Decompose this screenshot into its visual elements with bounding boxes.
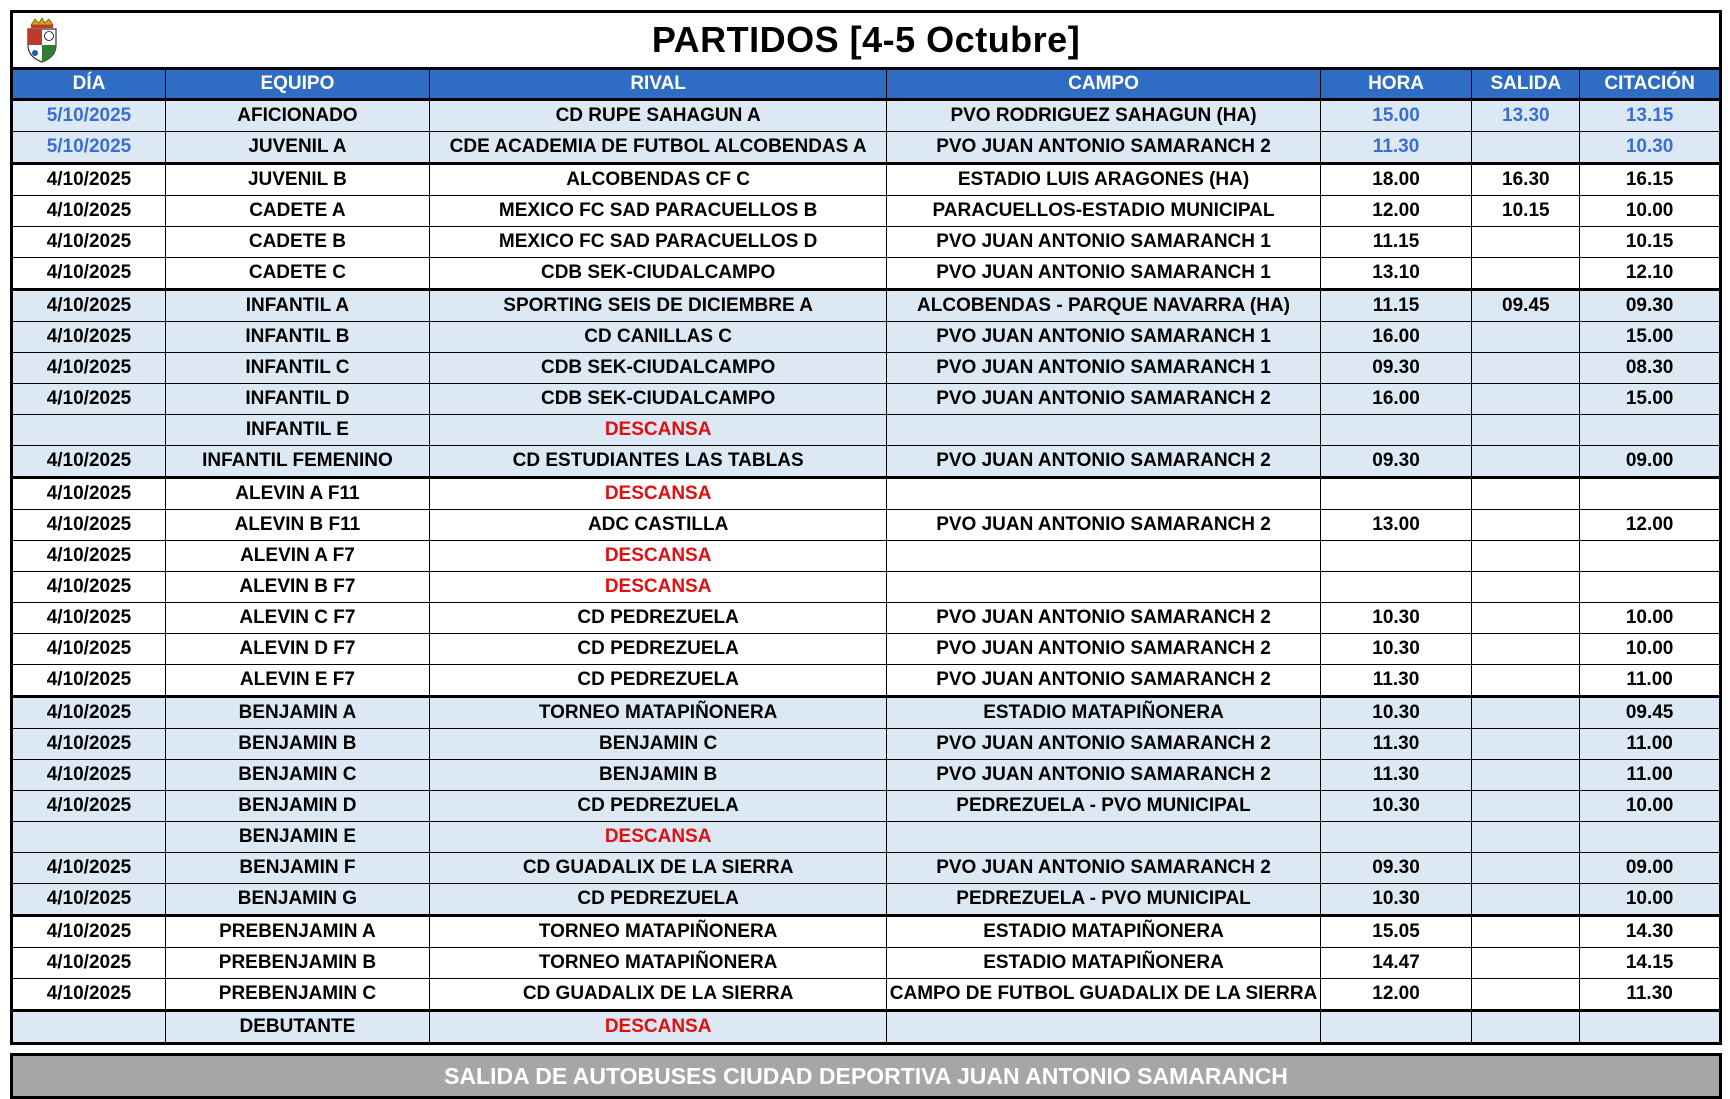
cell-dia: 4/10/2025 xyxy=(12,853,166,884)
table-row xyxy=(12,100,1721,132)
cell-salida xyxy=(1472,760,1580,791)
cell-dia xyxy=(12,822,166,853)
cell-salida: 16.30 xyxy=(1472,164,1580,196)
table-row xyxy=(12,164,1721,196)
table-row xyxy=(12,822,1721,853)
col-header-campo: CAMPO xyxy=(887,69,1320,100)
cell-hora: 10.30 xyxy=(1320,634,1472,665)
cell-rival: DESCANSA xyxy=(429,415,886,446)
table-row xyxy=(12,258,1721,290)
table-row xyxy=(12,572,1721,603)
cell-rival: BENJAMIN C xyxy=(429,729,886,760)
cell-dia: 4/10/2025 xyxy=(12,603,166,634)
cell-citacion xyxy=(1580,478,1721,510)
cell-salida xyxy=(1472,572,1580,603)
cell-campo: PVO JUAN ANTONIO SAMARANCH 2 xyxy=(887,603,1320,634)
cell-citacion: 10.00 xyxy=(1580,634,1721,665)
cell-campo xyxy=(887,415,1320,446)
cell-hora: 15.05 xyxy=(1320,916,1472,948)
cell-equipo: BENJAMIN F xyxy=(165,853,429,884)
table-body xyxy=(12,100,1721,1044)
cell-equipo: PREBENJAMIN B xyxy=(165,948,429,979)
cell-hora xyxy=(1320,478,1472,510)
cell-rival: CD CANILLAS C xyxy=(429,322,886,353)
page-title: PARTIDOS [4-5 Octubre] xyxy=(651,19,1081,60)
cell-hora: 11.30 xyxy=(1320,729,1472,760)
cell-rival: CD GUADALIX DE LA SIERRA xyxy=(429,979,886,1011)
cell-rival: CD PEDREZUELA xyxy=(429,665,886,697)
cell-campo: PVO JUAN ANTONIO SAMARANCH 2 xyxy=(887,132,1320,164)
cell-citacion: 09.00 xyxy=(1580,853,1721,884)
table-row xyxy=(12,603,1721,634)
cell-campo: PVO JUAN ANTONIO SAMARANCH 1 xyxy=(887,227,1320,258)
cell-equipo: INFANTIL A xyxy=(165,290,429,322)
col-header-salida: SALIDA xyxy=(1472,69,1580,100)
table-row xyxy=(12,415,1721,446)
cell-citacion xyxy=(1580,822,1721,853)
table-row xyxy=(12,791,1721,822)
table-row xyxy=(12,1011,1721,1044)
cell-hora: 10.30 xyxy=(1320,791,1472,822)
cell-hora xyxy=(1320,1011,1472,1044)
table-row xyxy=(12,853,1721,884)
cell-dia: 4/10/2025 xyxy=(12,446,166,478)
cell-citacion: 16.15 xyxy=(1580,164,1721,196)
table-row xyxy=(12,729,1721,760)
cell-salida xyxy=(1472,853,1580,884)
cell-citacion: 09.45 xyxy=(1580,697,1721,729)
cell-equipo: BENJAMIN E xyxy=(165,822,429,853)
cell-dia: 4/10/2025 xyxy=(12,478,166,510)
cell-equipo: ALEVIN A F11 xyxy=(165,478,429,510)
cell-salida xyxy=(1472,979,1580,1011)
cell-salida xyxy=(1472,478,1580,510)
cell-equipo: ALEVIN A F7 xyxy=(165,541,429,572)
cell-citacion xyxy=(1580,541,1721,572)
cell-equipo: PREBENJAMIN C xyxy=(165,979,429,1011)
cell-hora: 13.00 xyxy=(1320,510,1472,541)
cell-hora xyxy=(1320,541,1472,572)
cell-citacion: 09.30 xyxy=(1580,290,1721,322)
cell-hora xyxy=(1320,572,1472,603)
cell-dia: 5/10/2025 xyxy=(12,132,166,164)
title-bar xyxy=(10,10,1722,67)
cell-citacion: 10.00 xyxy=(1580,791,1721,822)
cell-hora: 11.15 xyxy=(1320,227,1472,258)
cell-citacion: 13.15 xyxy=(1580,100,1721,132)
cell-salida xyxy=(1472,384,1580,415)
table-row xyxy=(12,290,1721,322)
cell-dia: 4/10/2025 xyxy=(12,572,166,603)
cell-equipo: INFANTIL FEMENINO xyxy=(165,446,429,478)
cell-rival: TORNEO MATAPIÑONERA xyxy=(429,697,886,729)
cell-salida xyxy=(1472,1011,1580,1044)
cell-rival: DESCANSA xyxy=(429,572,886,603)
cell-salida xyxy=(1472,258,1580,290)
cell-salida: 13.30 xyxy=(1472,100,1580,132)
cell-equipo: BENJAMIN D xyxy=(165,791,429,822)
table-row xyxy=(12,478,1721,510)
footer-text: SALIDA DE AUTOBUSES CIUDAD DEPORTIVA JUAN ANTONIO SAMARANCH xyxy=(444,1062,1288,1089)
cell-citacion: 11.00 xyxy=(1580,665,1721,697)
table-row xyxy=(12,384,1721,415)
cell-dia: 4/10/2025 xyxy=(12,634,166,665)
cell-hora: 14.47 xyxy=(1320,948,1472,979)
table-row xyxy=(12,697,1721,729)
cell-campo: PVO JUAN ANTONIO SAMARANCH 2 xyxy=(887,760,1320,791)
table-row xyxy=(12,446,1721,478)
cell-campo: PEDREZUELA - PVO MUNICIPAL xyxy=(887,884,1320,916)
cell-hora: 13.10 xyxy=(1320,258,1472,290)
cell-salida xyxy=(1472,353,1580,384)
col-header-citacion: CITACIÓN xyxy=(1580,69,1721,100)
cell-citacion xyxy=(1580,415,1721,446)
schedule-sheet xyxy=(10,10,1722,1099)
cell-rival: CD PEDREZUELA xyxy=(429,884,886,916)
cell-citacion xyxy=(1580,572,1721,603)
cell-salida xyxy=(1472,446,1580,478)
table-row xyxy=(12,541,1721,572)
cell-dia: 4/10/2025 xyxy=(12,697,166,729)
cell-equipo: ALEVIN E F7 xyxy=(165,665,429,697)
cell-hora: 10.30 xyxy=(1320,884,1472,916)
col-header-equipo: EQUIPO xyxy=(165,69,429,100)
cell-rival: ALCOBENDAS CF C xyxy=(429,164,886,196)
cell-salida xyxy=(1472,510,1580,541)
cell-dia: 4/10/2025 xyxy=(12,290,166,322)
cell-rival: DESCANSA xyxy=(429,478,886,510)
cell-equipo: INFANTIL C xyxy=(165,353,429,384)
cell-campo: PVO JUAN ANTONIO SAMARANCH 2 xyxy=(887,665,1320,697)
cell-equipo: INFANTIL E xyxy=(165,415,429,446)
cell-citacion: 15.00 xyxy=(1580,322,1721,353)
table-row xyxy=(12,979,1721,1011)
cell-rival: CD GUADALIX DE LA SIERRA xyxy=(429,853,886,884)
cell-citacion: 10.00 xyxy=(1580,603,1721,634)
cell-rival: ADC CASTILLA xyxy=(429,510,886,541)
cell-salida xyxy=(1472,697,1580,729)
cell-citacion: 14.30 xyxy=(1580,916,1721,948)
cell-rival: DESCANSA xyxy=(429,541,886,572)
cell-dia: 4/10/2025 xyxy=(12,729,166,760)
cell-citacion: 10.15 xyxy=(1580,227,1721,258)
cell-campo: PVO JUAN ANTONIO SAMARANCH 1 xyxy=(887,322,1320,353)
cell-citacion: 10.00 xyxy=(1580,884,1721,916)
cell-campo: ESTADIO MATAPIÑONERA xyxy=(887,948,1320,979)
cell-rival: CDE ACADEMIA DE FUTBOL ALCOBENDAS A xyxy=(429,132,886,164)
table-row xyxy=(12,665,1721,697)
cell-salida xyxy=(1472,541,1580,572)
cell-equipo: DEBUTANTE xyxy=(165,1011,429,1044)
cell-dia: 4/10/2025 xyxy=(12,665,166,697)
cell-rival: CD ESTUDIANTES LAS TABLAS xyxy=(429,446,886,478)
cell-hora: 16.00 xyxy=(1320,384,1472,415)
cell-equipo: ALEVIN C F7 xyxy=(165,603,429,634)
cell-citacion xyxy=(1580,1011,1721,1044)
cell-dia: 4/10/2025 xyxy=(12,258,166,290)
cell-citacion: 11.00 xyxy=(1580,760,1721,791)
cell-hora: 16.00 xyxy=(1320,322,1472,353)
cell-hora: 09.30 xyxy=(1320,853,1472,884)
table-row xyxy=(12,353,1721,384)
cell-rival: CD RUPE SAHAGUN A xyxy=(429,100,886,132)
cell-campo: PEDREZUELA - PVO MUNICIPAL xyxy=(887,791,1320,822)
cell-rival: DESCANSA xyxy=(429,1011,886,1044)
cell-dia xyxy=(12,1011,166,1044)
cell-campo: ESTADIO MATAPIÑONERA xyxy=(887,697,1320,729)
cell-campo: PVO JUAN ANTONIO SAMARANCH 1 xyxy=(887,258,1320,290)
cell-citacion: 09.00 xyxy=(1580,446,1721,478)
col-header-dia: DÍA xyxy=(12,69,166,100)
cell-hora: 11.30 xyxy=(1320,665,1472,697)
cell-hora: 12.00 xyxy=(1320,196,1472,227)
cell-rival: CDB SEK-CIUDALCAMPO xyxy=(429,258,886,290)
cell-campo xyxy=(887,572,1320,603)
cell-rival: TORNEO MATAPIÑONERA xyxy=(429,916,886,948)
cell-rival: CD PEDREZUELA xyxy=(429,603,886,634)
cell-equipo: CADETE B xyxy=(165,227,429,258)
cell-rival: CDB SEK-CIUDALCAMPO xyxy=(429,384,886,415)
cell-dia: 4/10/2025 xyxy=(12,541,166,572)
cell-citacion: 11.00 xyxy=(1580,729,1721,760)
cell-equipo: BENJAMIN A xyxy=(165,697,429,729)
cell-hora: 09.30 xyxy=(1320,446,1472,478)
cell-hora: 12.00 xyxy=(1320,979,1472,1011)
cell-hora: 11.30 xyxy=(1320,760,1472,791)
cell-dia: 4/10/2025 xyxy=(12,196,166,227)
cell-campo: PVO JUAN ANTONIO SAMARANCH 2 xyxy=(887,384,1320,415)
cell-salida xyxy=(1472,822,1580,853)
cell-campo xyxy=(887,478,1320,510)
table-row xyxy=(12,227,1721,258)
table-row xyxy=(12,322,1721,353)
cell-hora: 15.00 xyxy=(1320,100,1472,132)
cell-equipo: AFICIONADO xyxy=(165,100,429,132)
col-header-hora: HORA xyxy=(1320,69,1472,100)
cell-salida xyxy=(1472,415,1580,446)
cell-salida: 10.15 xyxy=(1472,196,1580,227)
col-header-rival: RIVAL xyxy=(429,69,886,100)
cell-salida xyxy=(1472,634,1580,665)
cell-salida xyxy=(1472,603,1580,634)
cell-equipo: BENJAMIN G xyxy=(165,884,429,916)
cell-salida xyxy=(1472,665,1580,697)
club-crest-icon xyxy=(23,17,61,63)
cell-salida xyxy=(1472,791,1580,822)
table-row xyxy=(12,196,1721,227)
cell-salida xyxy=(1472,132,1580,164)
cell-campo: ESTADIO LUIS ARAGONES (HA) xyxy=(887,164,1320,196)
cell-salida: 09.45 xyxy=(1472,290,1580,322)
table-row xyxy=(12,884,1721,916)
header-row xyxy=(12,69,1721,100)
cell-rival: CD PEDREZUELA xyxy=(429,634,886,665)
cell-dia: 5/10/2025 xyxy=(12,100,166,132)
cell-hora: 09.30 xyxy=(1320,353,1472,384)
cell-hora: 10.30 xyxy=(1320,697,1472,729)
cell-salida xyxy=(1472,916,1580,948)
cell-citacion: 14.15 xyxy=(1580,948,1721,979)
cell-hora xyxy=(1320,822,1472,853)
cell-rival: DESCANSA xyxy=(429,822,886,853)
table-row xyxy=(12,948,1721,979)
cell-equipo: BENJAMIN B xyxy=(165,729,429,760)
cell-rival: CDB SEK-CIUDALCAMPO xyxy=(429,353,886,384)
table-row xyxy=(12,132,1721,164)
cell-citacion: 10.00 xyxy=(1580,196,1721,227)
cell-equipo: ALEVIN B F11 xyxy=(165,510,429,541)
cell-dia: 4/10/2025 xyxy=(12,510,166,541)
cell-campo: CAMPO DE FUTBOL GUADALIX DE LA SIERRA xyxy=(887,979,1320,1011)
cell-dia: 4/10/2025 xyxy=(12,322,166,353)
cell-dia: 4/10/2025 xyxy=(12,760,166,791)
cell-equipo: BENJAMIN C xyxy=(165,760,429,791)
cell-dia xyxy=(12,415,166,446)
cell-campo: PVO JUAN ANTONIO SAMARANCH 1 xyxy=(887,353,1320,384)
cell-equipo: JUVENIL B xyxy=(165,164,429,196)
cell-dia: 4/10/2025 xyxy=(12,227,166,258)
cell-citacion: 08.30 xyxy=(1580,353,1721,384)
cell-rival: TORNEO MATAPIÑONERA xyxy=(429,948,886,979)
cell-campo: PARACUELLOS-ESTADIO MUNICIPAL xyxy=(887,196,1320,227)
cell-equipo: CADETE A xyxy=(165,196,429,227)
cell-hora: 18.00 xyxy=(1320,164,1472,196)
cell-equipo: PREBENJAMIN A xyxy=(165,916,429,948)
cell-campo: PVO JUAN ANTONIO SAMARANCH 2 xyxy=(887,446,1320,478)
cell-citacion: 15.00 xyxy=(1580,384,1721,415)
cell-campo: PVO JUAN ANTONIO SAMARANCH 2 xyxy=(887,853,1320,884)
cell-rival: SPORTING SEIS DE DICIEMBRE A xyxy=(429,290,886,322)
cell-rival: CD PEDREZUELA xyxy=(429,791,886,822)
cell-campo: PVO JUAN ANTONIO SAMARANCH 2 xyxy=(887,510,1320,541)
cell-dia: 4/10/2025 xyxy=(12,353,166,384)
cell-dia: 4/10/2025 xyxy=(12,384,166,415)
cell-equipo: JUVENIL A xyxy=(165,132,429,164)
cell-equipo: CADETE C xyxy=(165,258,429,290)
cell-campo: PVO RODRIGUEZ SAHAGUN (HA) xyxy=(887,100,1320,132)
cell-dia: 4/10/2025 xyxy=(12,164,166,196)
table-row xyxy=(12,634,1721,665)
cell-citacion: 11.30 xyxy=(1580,979,1721,1011)
cell-hora xyxy=(1320,415,1472,446)
cell-campo: ALCOBENDAS - PARQUE NAVARRA (HA) xyxy=(887,290,1320,322)
cell-campo: PVO JUAN ANTONIO SAMARANCH 2 xyxy=(887,729,1320,760)
table-row xyxy=(12,916,1721,948)
cell-dia: 4/10/2025 xyxy=(12,916,166,948)
matches-table xyxy=(10,67,1722,1045)
cell-dia: 4/10/2025 xyxy=(12,884,166,916)
cell-salida xyxy=(1472,884,1580,916)
table-row xyxy=(12,760,1721,791)
cell-dia: 4/10/2025 xyxy=(12,948,166,979)
cell-dia: 4/10/2025 xyxy=(12,791,166,822)
cell-campo: ESTADIO MATAPIÑONERA xyxy=(887,916,1320,948)
cell-campo xyxy=(887,822,1320,853)
cell-equipo: INFANTIL B xyxy=(165,322,429,353)
table-row xyxy=(12,510,1721,541)
cell-rival: MEXICO FC SAD PARACUELLOS B xyxy=(429,196,886,227)
cell-hora: 11.15 xyxy=(1320,290,1472,322)
cell-hora: 10.30 xyxy=(1320,603,1472,634)
cell-citacion: 12.00 xyxy=(1580,510,1721,541)
cell-equipo: ALEVIN B F7 xyxy=(165,572,429,603)
cell-dia: 4/10/2025 xyxy=(12,979,166,1011)
cell-salida xyxy=(1472,948,1580,979)
cell-salida xyxy=(1472,729,1580,760)
cell-campo xyxy=(887,1011,1320,1044)
cell-citacion: 12.10 xyxy=(1580,258,1721,290)
cell-salida xyxy=(1472,322,1580,353)
cell-salida xyxy=(1472,227,1580,258)
cell-equipo: INFANTIL D xyxy=(165,384,429,415)
cell-rival: BENJAMIN B xyxy=(429,760,886,791)
cell-equipo: ALEVIN D F7 xyxy=(165,634,429,665)
cell-campo xyxy=(887,541,1320,572)
cell-rival: MEXICO FC SAD PARACUELLOS D xyxy=(429,227,886,258)
cell-campo: PVO JUAN ANTONIO SAMARANCH 2 xyxy=(887,634,1320,665)
cell-hora: 11.30 xyxy=(1320,132,1472,164)
cell-citacion: 10.30 xyxy=(1580,132,1721,164)
